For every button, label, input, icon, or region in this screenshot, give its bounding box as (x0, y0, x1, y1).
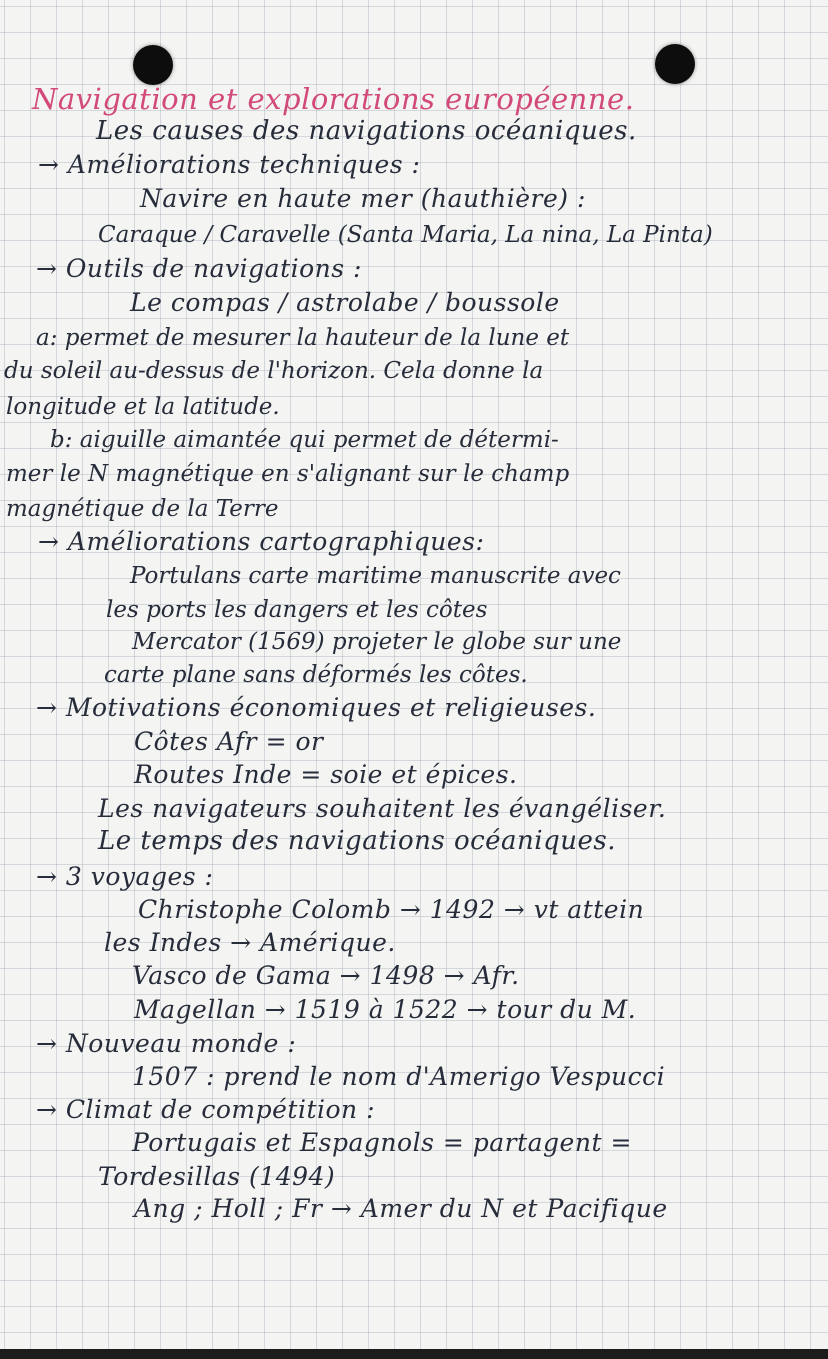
note-line: Vasco de Gama → 1498 → Afr. (132, 961, 520, 990)
note-line: Portugais et Espagnols = partagent = (132, 1128, 632, 1157)
note-line: b: aiguille aimantée qui permet de détermi- (50, 427, 559, 453)
page-title: Navigation et explorations européenne. (32, 82, 635, 116)
note-line: a: permet de mesurer la hauteur de la lune et (36, 325, 570, 351)
binder-hole-right (655, 44, 695, 84)
note-line: Côtes Afr = or (134, 727, 324, 756)
note-line: Caraque / Caravelle (Santa Maria, La nina, La Pinta) (98, 222, 713, 248)
section-heading-causes: Les causes des navigations océaniques. (96, 116, 637, 146)
note-line: Navire en haute mer (hauthière) : (140, 184, 586, 213)
note-line: carte plane sans déformés les côtes. (104, 662, 528, 688)
note-line: Routes Inde = soie et épices. (134, 760, 518, 789)
note-line: Les navigateurs souhaitent les évangéliser. (98, 794, 667, 823)
note-line: les Indes → Amérique. (104, 928, 396, 957)
note-line: Magellan → 1519 à 1522 → tour du M. (134, 995, 637, 1024)
note-line: → Améliorations techniques : (38, 150, 421, 179)
note-line: Ang ; Holl ; Fr → Amer du N et Pacifique (134, 1194, 668, 1223)
note-line: mer le N magnétique en s'alignant sur le champ (6, 461, 570, 487)
page-bottom-edge (0, 1349, 828, 1359)
note-line: → 3 voyages : (36, 862, 214, 891)
note-line: Portulans carte maritime manuscrite avec (130, 563, 621, 589)
note-line: → Améliorations cartographiques: (38, 527, 485, 556)
note-line: Tordesillas (1494) (98, 1162, 336, 1191)
note-line: → Nouveau monde : (36, 1029, 297, 1058)
note-line: les ports les dangers et les côtes (106, 597, 488, 623)
note-line: Christophe Colomb → 1492 → vt attein (138, 895, 645, 924)
note-line: Mercator (1569) projeter le globe sur une (132, 629, 622, 655)
note-line: → Motivations économiques et religieuses. (36, 693, 597, 722)
note-line: → Outils de navigations : (36, 254, 362, 283)
section-heading-temps: Le temps des navigations océaniques. (98, 826, 617, 856)
binder-hole-left (133, 45, 173, 85)
note-line: du soleil au-dessus de l'horizon. Cela donne la (4, 358, 544, 384)
note-line: longitude et la latitude. (6, 394, 280, 420)
note-line: Le compas / astrolabe / boussole (130, 288, 560, 317)
note-line: magnétique de la Terre (6, 496, 279, 522)
note-line: → Climat de compétition : (36, 1095, 376, 1124)
note-line: 1507 : prend le nom d'Amerigo Vespucci (132, 1062, 666, 1091)
